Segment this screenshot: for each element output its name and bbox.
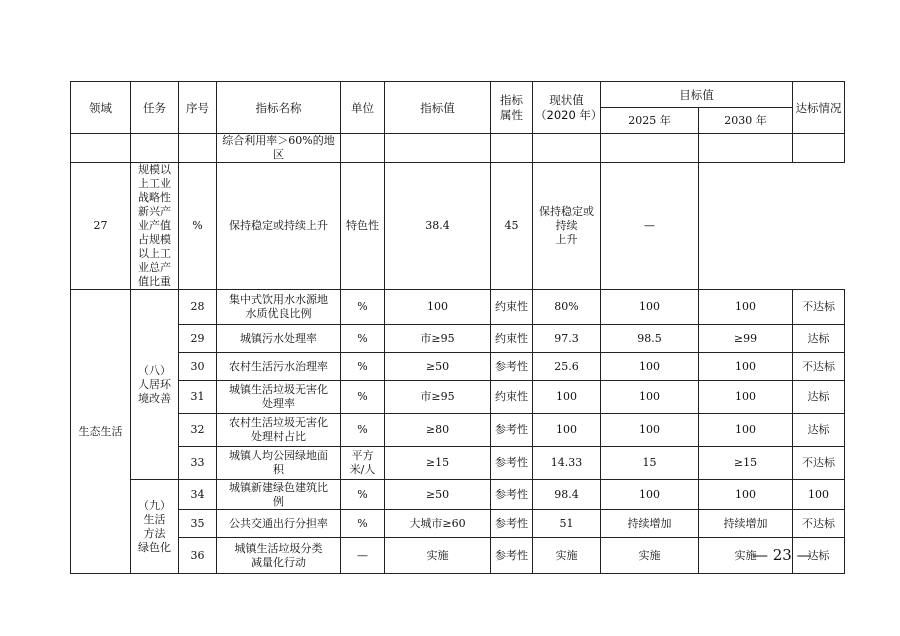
cell-t2030: 实施	[699, 538, 793, 574]
cell-no: 31	[179, 381, 217, 414]
cell-t2030: 持续增加	[699, 510, 793, 538]
cell-value: 市≥95	[385, 325, 491, 353]
cell-attr: 特色性	[341, 163, 385, 290]
cell-current: 100	[533, 381, 601, 414]
cell-no: 34	[179, 480, 217, 510]
table-row	[71, 414, 845, 447]
cell-unit: %	[341, 480, 385, 510]
table-row	[71, 447, 845, 480]
cell-status: 达标	[793, 325, 845, 353]
cell-value: 100	[385, 290, 491, 325]
cell-name: 规模以上工业战略性 新兴产业产值占规模 以上工业总产值比重	[131, 163, 179, 290]
cell-t2030: ≥99	[699, 325, 793, 353]
header-status: 达标情况	[793, 82, 845, 134]
cell-no: 36	[179, 538, 217, 574]
cell-current: 38.4	[385, 163, 491, 290]
cell-status: 达标	[793, 381, 845, 414]
table-row	[71, 353, 845, 381]
cell-attr: 参考性	[491, 414, 533, 447]
table-row	[71, 381, 845, 414]
cell-t2025: 100	[601, 414, 699, 447]
cell-status: 不达标	[793, 290, 845, 325]
cell-t2025: 100	[601, 353, 699, 381]
header-name: 指标名称	[217, 82, 341, 134]
cell-no: 30	[179, 353, 217, 381]
cell-current: 100	[533, 414, 601, 447]
cell-unit: —	[341, 538, 385, 574]
cell-status: 不达标	[793, 353, 845, 381]
cell-status: 达标	[793, 538, 845, 574]
cell-value: ≥50	[385, 353, 491, 381]
header-unit: 单位	[341, 82, 385, 134]
cell-no: 29	[179, 325, 217, 353]
task-cell-8: （八） 人居环 境改善	[131, 290, 179, 480]
cell-attr: 约束性	[491, 325, 533, 353]
cell-t2025: 100	[601, 290, 699, 325]
cell-current: 97.3	[533, 325, 601, 353]
cell-no	[179, 134, 217, 163]
cell-no: 28	[179, 290, 217, 325]
cell-attr: 参考性	[491, 447, 533, 480]
table-row-continued	[71, 134, 845, 163]
cell-no: 35	[179, 510, 217, 538]
cell-current: 98.4	[533, 480, 601, 510]
cell-no: 33	[179, 447, 217, 480]
cell-name: 城镇污水处理率	[217, 325, 341, 353]
cell-attr: 参考性	[491, 480, 533, 510]
cell-unit: %	[341, 381, 385, 414]
cell-name: 城镇生活垃圾分类 减量化行动	[217, 538, 341, 574]
cell-t2030: 100	[699, 290, 793, 325]
cell-name: 农村生活污水治理率	[217, 353, 341, 381]
cell-unit: 平方 米/人	[341, 447, 385, 480]
cell-value: ≥80	[385, 414, 491, 447]
task-cell-top	[131, 134, 179, 163]
cell-name: 城镇新建绿色建筑比 例	[217, 480, 341, 510]
cell-current: 14.33	[533, 447, 601, 480]
cell-unit: %	[179, 163, 217, 290]
cell-t2030: 100	[699, 381, 793, 414]
task-cell-9: （九） 生活 方法 绿色化	[131, 480, 179, 574]
cell-no: 32	[179, 414, 217, 447]
cell-t2030: 保持稳定或持续 上升	[533, 163, 601, 290]
cell-name: 公共交通出行分担率	[217, 510, 341, 538]
cell-t2025: 100	[601, 480, 699, 510]
indicator-table	[70, 81, 845, 574]
cell-t2030: 100	[699, 353, 793, 381]
cell-t2030: ≥15	[699, 447, 793, 480]
header-row	[71, 82, 845, 108]
page-number: — 23 —	[753, 546, 812, 564]
cell-unit: %	[341, 325, 385, 353]
cell-value: ≥15	[385, 447, 491, 480]
cell-status: —	[601, 163, 699, 290]
header-value: 指标值	[385, 82, 491, 134]
cell-unit: %	[341, 290, 385, 325]
cell-value: 实施	[385, 538, 491, 574]
cell-attr: 约束性	[491, 381, 533, 414]
header-task: 任务	[131, 82, 179, 134]
cell-current: 51	[533, 510, 601, 538]
cell-value: ≥50	[385, 480, 491, 510]
cell-name: 综合利用率＞60%的地区	[217, 134, 341, 163]
header-domain: 领域	[71, 82, 131, 134]
cell-name: 农村生活垃圾无害化 处理村占比	[217, 414, 341, 447]
domain-cell: 生态生活	[71, 290, 131, 574]
table-row	[71, 290, 845, 325]
cell-attr: 参考性	[491, 510, 533, 538]
cell-current: 25.6	[533, 353, 601, 381]
cell-t2025: 15	[601, 447, 699, 480]
cell-t2025: 98.5	[601, 325, 699, 353]
cell-value: 市≥95	[385, 381, 491, 414]
cell-unit: %	[341, 414, 385, 447]
cell-unit: %	[341, 510, 385, 538]
cell-attr: 约束性	[491, 290, 533, 325]
table-row	[71, 480, 845, 510]
cell-t2025: 实施	[601, 538, 699, 574]
cell-status: 不达标	[793, 447, 845, 480]
cell-value: 保持稳定或持续上升	[217, 163, 341, 290]
cell-status: 达标	[793, 414, 845, 447]
header-no: 序号	[179, 82, 217, 134]
header-2025: 2025 年	[601, 108, 699, 134]
cell-t2025: 持续增加	[601, 510, 699, 538]
cell-unit: %	[341, 353, 385, 381]
table-row	[71, 325, 845, 353]
table-row	[71, 510, 845, 538]
cell-name: 集中式饮用水水源地 水质优良比例	[217, 290, 341, 325]
header-target: 目标值	[601, 82, 793, 108]
cell-attr: 参考性	[491, 538, 533, 574]
table-row	[71, 538, 845, 574]
cell-t2030: 100	[699, 480, 793, 510]
cell-value: 大城市≥60	[385, 510, 491, 538]
cell-t2025: 45	[491, 163, 533, 290]
cell-status: 100	[793, 480, 845, 510]
table-row	[71, 163, 845, 290]
cell-name: 城镇生活垃圾无害化 处理率	[217, 381, 341, 414]
header-attr: 指标属性	[491, 82, 533, 134]
cell-attr: 参考性	[491, 353, 533, 381]
cell-name: 城镇人均公园绿地面 积	[217, 447, 341, 480]
cell-no: 27	[71, 163, 131, 290]
header-current: 现状值 （2020 年）	[533, 82, 601, 134]
cell-t2030: 100	[699, 414, 793, 447]
cell-t2025: 100	[601, 381, 699, 414]
cell-current: 实施	[533, 538, 601, 574]
cell-current: 80%	[533, 290, 601, 325]
cell-status: 不达标	[793, 510, 845, 538]
domain-cell-top	[71, 134, 131, 163]
header-2030: 2030 年	[699, 108, 793, 134]
